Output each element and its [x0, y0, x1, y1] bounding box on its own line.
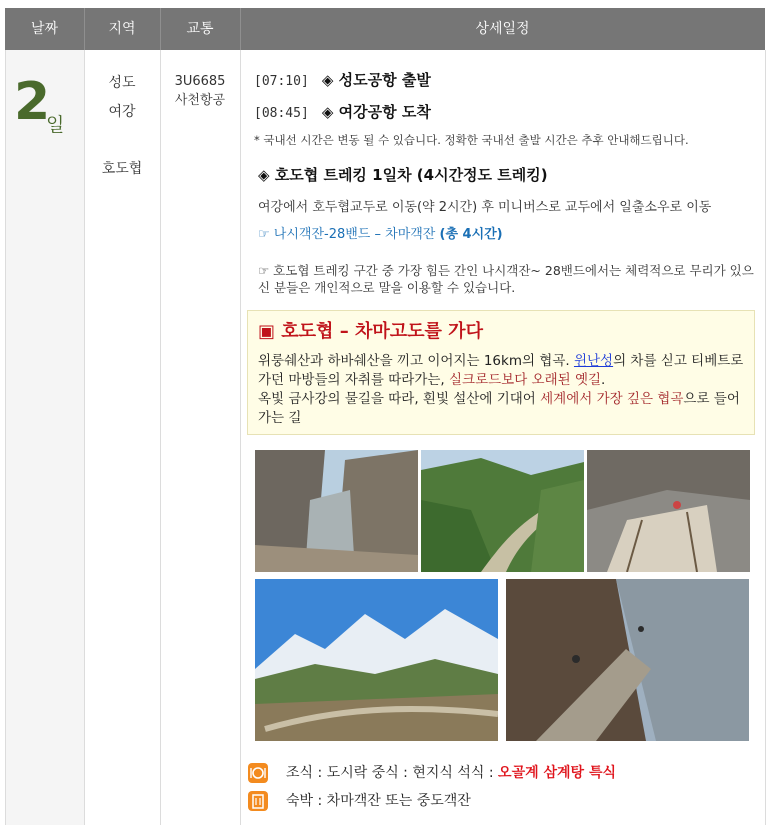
schedule-time: [08:45]: [254, 106, 309, 121]
gorge-cliff-photo: [255, 450, 418, 572]
trek-desc: 여강에서 호두협교두로 이동(약 2시간) 후 미니버스로 교두에서 일출소우로 이동: [258, 200, 712, 215]
header-region: 지역: [108, 21, 136, 37]
region-lijiang: 여강: [108, 104, 136, 120]
trek-warning: ☞ 호도협 트레킹 구간 중 가장 힘든 간인 나시객잔~ 28밴드에서는 체력적으로 무리가 있으신 분들은 개인적으로 말을 이용할 수 있습니다.: [258, 263, 754, 295]
flight-number: 3U6685: [174, 74, 226, 89]
highlight-text: 위룽쉐산과 하바쉐산을 끼고 이어지는 16km의 협곡. 윈난성의 차를 싣고 티베트로 가던 마방들의 자취를 따라가는, 실크로드보다 오래된 옛길. 옥빛 금사강의 물길을 따라, 흰빛 설산에 기대어 세계에서 가장 깊은 협곡으로 들어가는 길: [258, 353, 744, 426]
header-date: 날짜: [30, 21, 59, 37]
day-cell: [5, 50, 84, 825]
meals-special: 오골계 삼계탕 특식: [498, 765, 616, 781]
lodging-row: [248, 790, 471, 811]
trek-title: ◈ 호도협 트레킹 1일차 (4시간정도 트레킹): [258, 166, 548, 184]
hotel-icon: [248, 791, 268, 811]
yunnan-link[interactable]: 윈난성: [573, 353, 614, 369]
highlight-box: [247, 310, 755, 435]
table-header: [5, 8, 765, 50]
flight-note: * 국내선 시간은 변동 될 수 있습니다. 정확한 국내선 출발 시간은 추후 안내해드립니다.: [254, 133, 689, 147]
snow-mountain-photo: [255, 579, 498, 741]
trek-route: [258, 223, 503, 242]
schedule-row: [254, 69, 431, 90]
valley-river-photo: [421, 450, 584, 572]
schedule-time: [07:10]: [254, 74, 309, 89]
cliff-trail-hikers-photo: [506, 579, 749, 741]
region-chengdu: 성도: [108, 75, 136, 91]
route-text: ☞ 나시객잔-28밴드 – 차마객잔: [258, 227, 440, 242]
header-transport: 교통: [186, 21, 214, 37]
route-total: (총 4시간): [439, 227, 503, 242]
restaurant-icon: [248, 763, 268, 783]
plank-bridge-photo: [587, 450, 750, 572]
lodging-label: 숙박 : 차마객잔 또는 중도객잔: [286, 793, 471, 809]
meals-label: 조식 : 도시락 중식 : 현지식 석식 :: [286, 765, 499, 781]
header-detail: 상세일정: [475, 21, 530, 37]
schedule-row: [254, 101, 431, 122]
schedule-event: ◈ 여강공항 도착: [321, 103, 431, 121]
region-hutiaoxia: 호도협: [101, 161, 143, 177]
airline-name: 사천항공: [174, 93, 226, 108]
meals-row: [248, 762, 616, 783]
schedule-event: ◈ 성도공항 출발: [321, 71, 431, 89]
highlight-title: ▣ 호도협 – 차마고도를 가다: [258, 321, 483, 342]
day-unit: 일: [46, 114, 65, 136]
day-number: 2: [14, 72, 49, 132]
